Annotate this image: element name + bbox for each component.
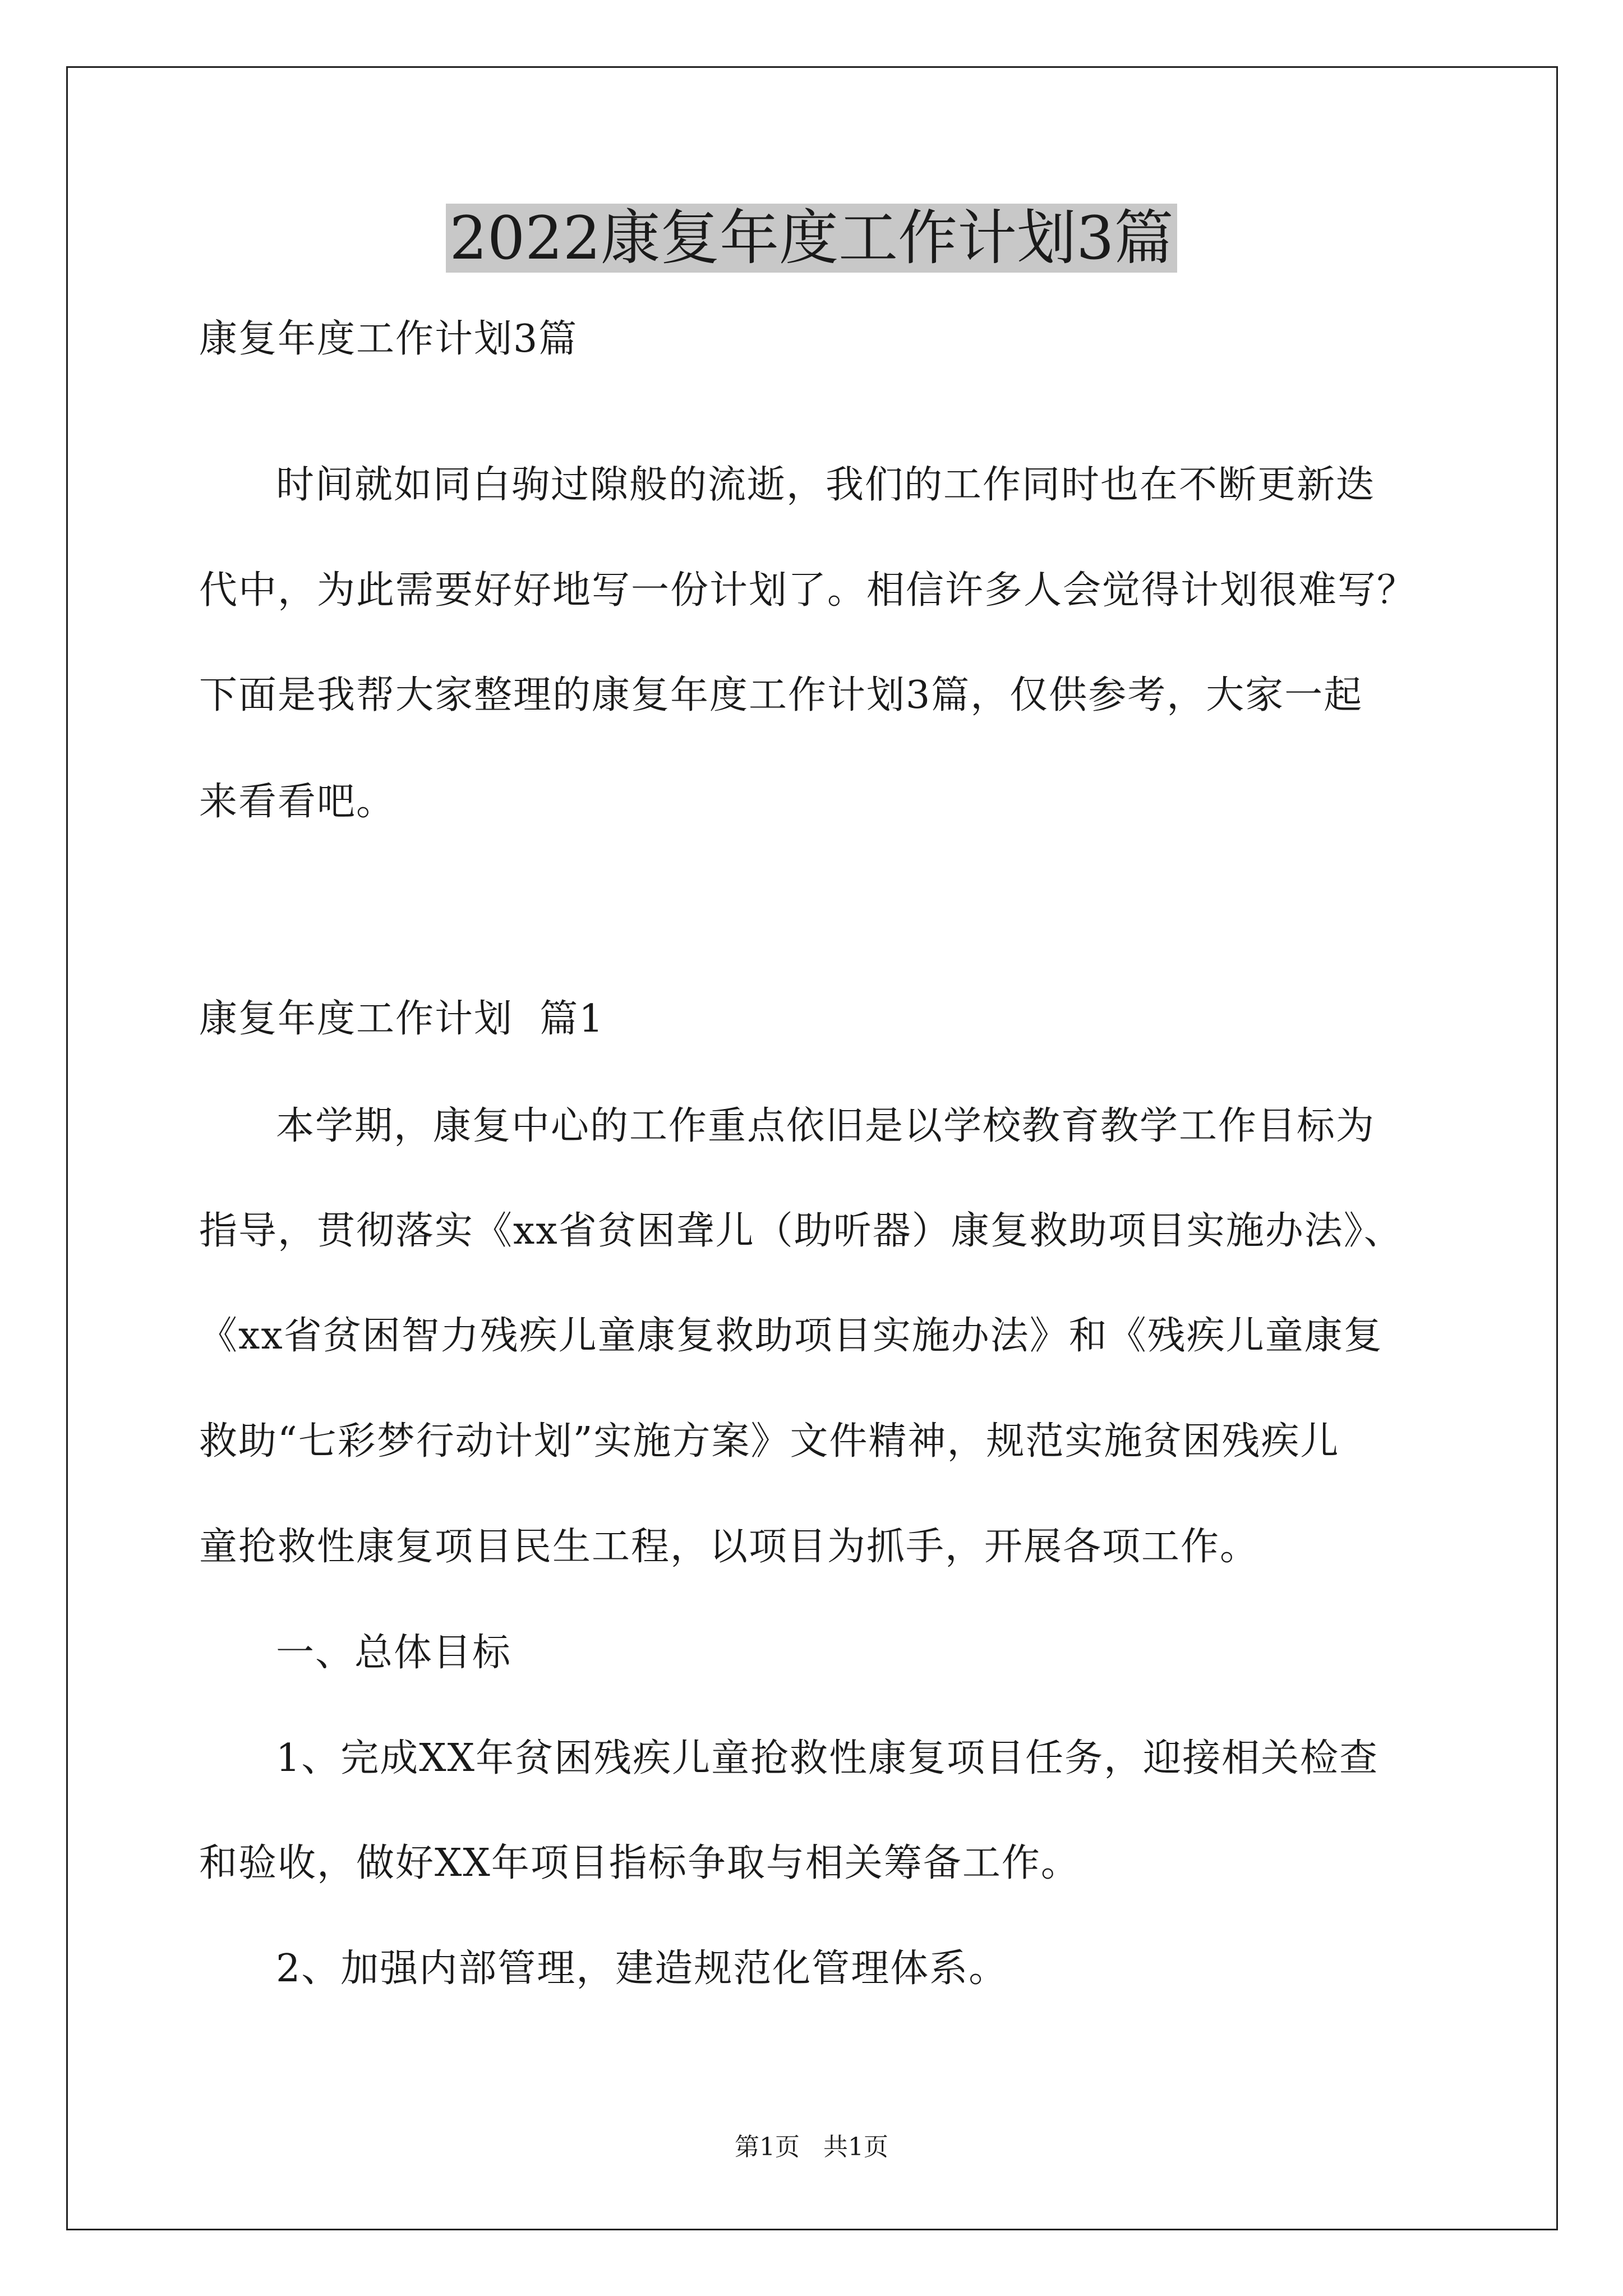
intro-line-1: 时间就如同白驹过隙般的流逝，我们的工作同时也在不断更新迭: [276, 463, 1376, 507]
list-item-2: 2、加强内部管理，建造规范化管理体系。: [276, 1947, 1008, 1991]
body-line-2: 指导，贯彻落实《xx省贫困聋儿（助听器）康复救助项目实施办法》、: [199, 1209, 1403, 1253]
intro-line-4: 来看看吧。: [199, 780, 396, 824]
list-item-1-line-2: 和验收，做好XX年项目指标争取与相关筹备工作。: [199, 1841, 1080, 1885]
body-line-3: 《xx省贫困智力残疾儿童康复救助项目实施办法》和《残疾儿童康复: [199, 1314, 1383, 1358]
body-line-5: 童抢救性康复项目民生工程，以项目为抓手，开展各项工作。: [199, 1525, 1260, 1569]
body-line-4: 救助“七彩梦行动计划”实施方案》文件精神，规范实施贫困残疾儿: [199, 1419, 1340, 1464]
list-heading: 一、总体目标: [276, 1631, 512, 1675]
document-title: [0, 202, 1623, 275]
intro-line-3: 下面是我帮大家整理的康复年度工作计划3篇，仅供参考，大家一起: [199, 673, 1363, 717]
intro-line-2: 代中，为此需要好好地写一份计划了。相信许多人会觉得计划很难写？: [199, 568, 1417, 613]
section-heading: 康复年度工作计划 篇1: [199, 997, 605, 1041]
document-title-text: 2022康复年度工作计划3篇: [446, 204, 1177, 273]
list-item-1-line-1: 1、完成XX年贫困残疾儿童抢救性康复项目任务，迎接相关检查: [276, 1736, 1379, 1780]
document-subtitle: 康复年度工作计划3篇: [199, 317, 578, 361]
body-line-1: 本学期，康复中心的工作重点依旧是以学校教育教学工作目标为: [276, 1104, 1376, 1148]
page-footer: 第1页 共1页: [735, 2133, 888, 2161]
